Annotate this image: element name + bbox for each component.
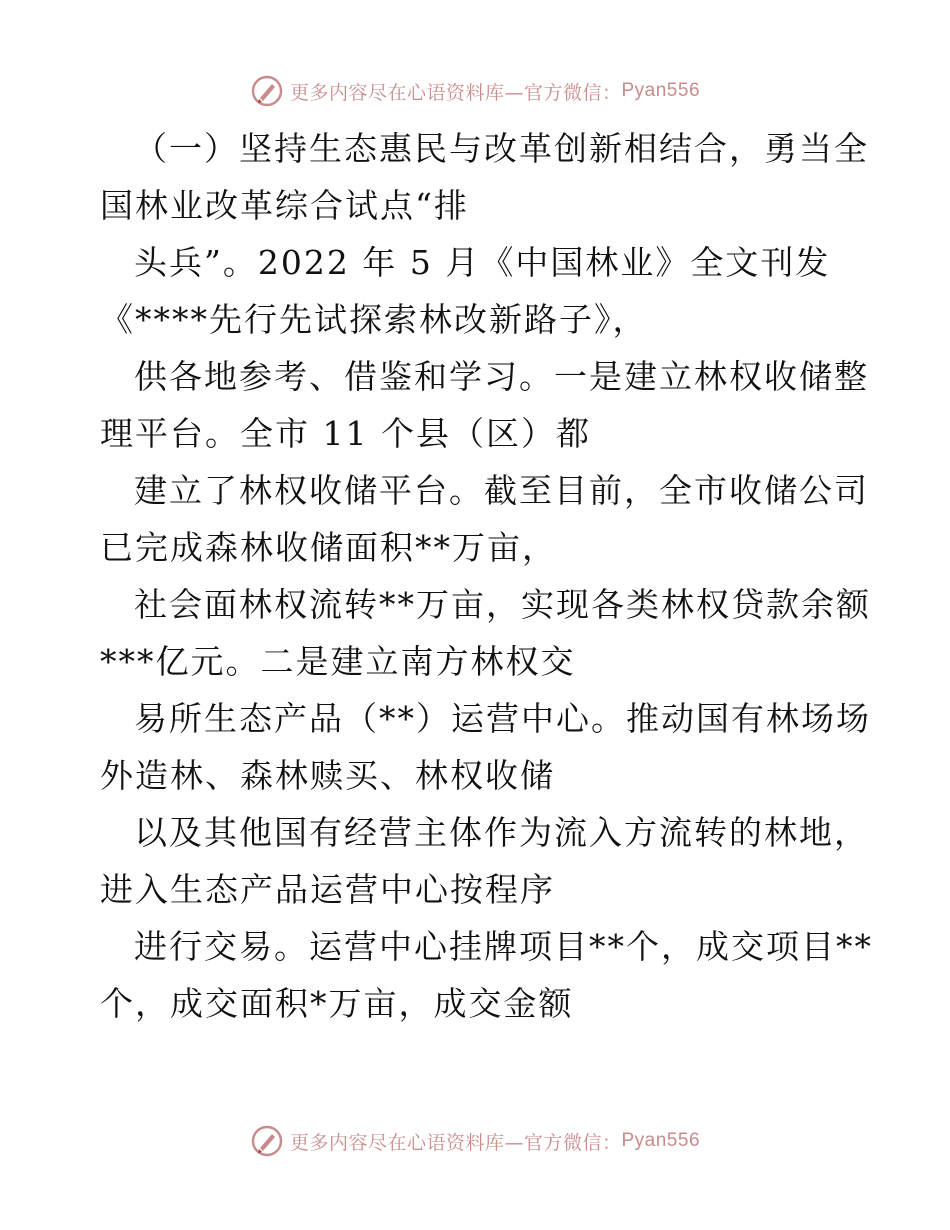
body-line: 《****先行先试探索林改新路子》，: [100, 300, 648, 339]
body-line: 以及其他国有经营主体作为流入方流转的林地，: [134, 813, 869, 852]
document-body: [100, 120, 873, 1032]
stamp-pen-icon: [250, 74, 284, 108]
body-line: 个，成交面积*万亩，成交金额: [100, 984, 574, 1023]
body-line: （一）坚持生态惠民与改革创新相结合，勇当全: [134, 129, 869, 168]
body-line: 建立了林权收储平台。截至目前，全市收储公司: [134, 471, 869, 510]
watermark-wechat-id: Pyan556: [621, 1130, 701, 1151]
body-line: 进入生态产品运营中心按程序: [100, 870, 555, 909]
header-watermark: [0, 74, 950, 108]
stamp-pen-icon: [250, 1124, 284, 1158]
body-line: 国林业改革综合试点“排: [100, 186, 469, 225]
body-line: 外造林、森林赎买、林权收储: [100, 756, 555, 795]
body-line: 社会面林权流转**万亩，实现各类林权贷款余额: [134, 585, 871, 624]
footer-watermark: [0, 1124, 950, 1158]
watermark-text: 更多内容尽在心语资料库—官方微信：: [289, 81, 622, 104]
body-line: 已完成森林收储面积**万亩，: [100, 528, 557, 567]
body-line: 进行交易。运营中心挂牌项目**个，成交项目**: [134, 927, 873, 966]
body-line: 易所生态产品（**）运营中心。推动国有林场场: [134, 699, 871, 738]
watermark-text: 更多内容尽在心语资料库—官方微信：: [289, 1131, 622, 1154]
body-line: 供各地参考、借鉴和学习。一是建立林权收储整: [134, 357, 869, 396]
watermark-wechat-id: Pyan556: [621, 80, 701, 101]
body-line: 理平台。全市 11 个县（区）都: [100, 414, 591, 453]
body-line: ***亿元。二是建立南方林权交: [100, 642, 576, 681]
body-line: 头兵”。2022 年 5 月《中国林业》全文刊发: [134, 243, 831, 282]
